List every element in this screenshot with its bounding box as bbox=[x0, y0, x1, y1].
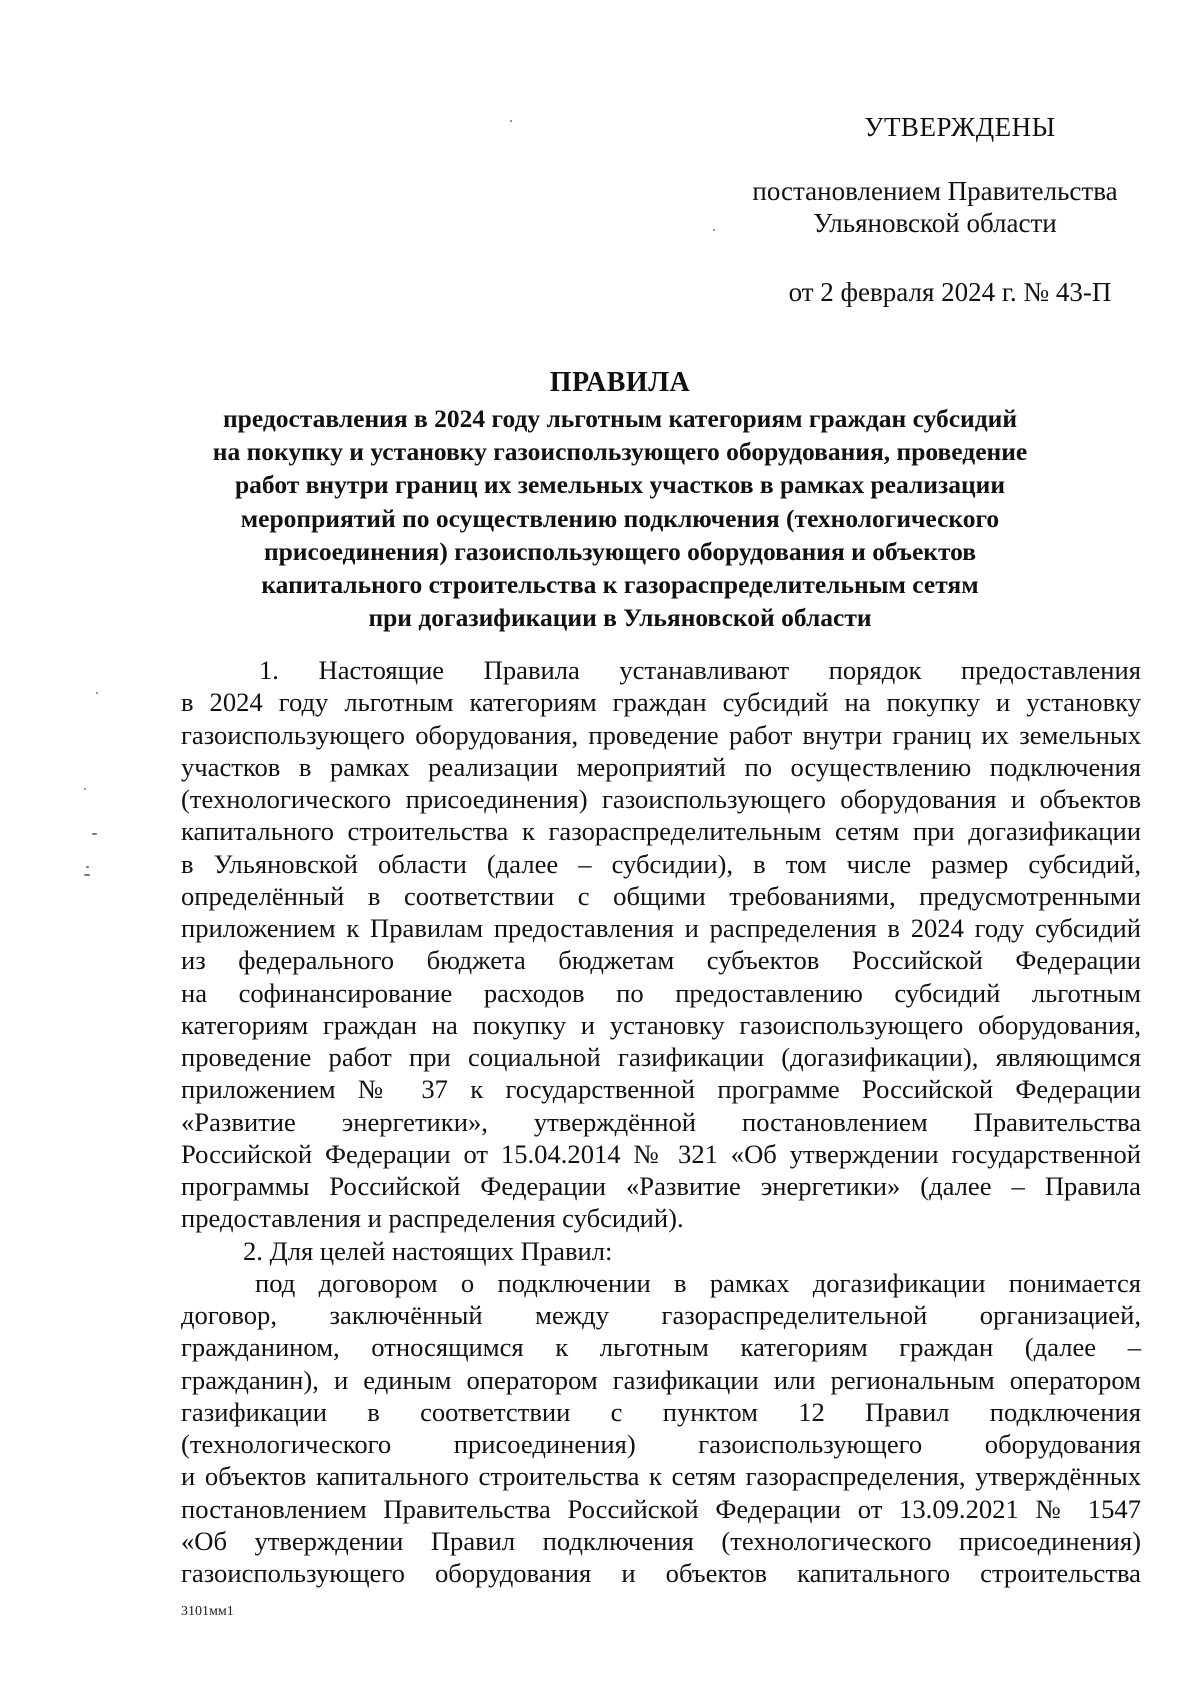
document-body bbox=[181, 654, 1141, 1589]
scan-speck bbox=[84, 788, 86, 790]
scan-speck bbox=[510, 120, 512, 122]
body-line: Российской Федерации от 15.04.2014 № 321 «Об утверждении государственной bbox=[181, 1138, 1141, 1169]
body-line: (технологического присоединения) газоиспользующего оборудования и объектов bbox=[181, 784, 1141, 814]
body-line: из федерального бюджета бюджетам субъектов Российской Федерации bbox=[181, 945, 1141, 976]
body-line: «Об утверждении Правил подключения (технологического присоединения) bbox=[181, 1525, 1141, 1556]
subtitle-line: капитального строительства к газораспределительным сетям bbox=[261, 570, 979, 600]
document-subtitle bbox=[190, 402, 1050, 634]
approval-date: от 2 февраля 2024 г. № 43-П bbox=[788, 277, 1112, 307]
body-line: 1. Настоящие Правила устанавливают порядок предоставления bbox=[259, 655, 1141, 685]
body-line: категориям граждан на покупку и установку газоиспользующего оборудования, bbox=[181, 1009, 1141, 1040]
body-line: капитального строительства к газораспределительным сетям при догазификации bbox=[181, 816, 1141, 847]
scan-speck bbox=[713, 229, 715, 231]
subtitle-line: присоединения) газоиспользующего оборудования и объектов bbox=[263, 536, 977, 566]
body-line: договор, заключённый между газораспределительной организацией, bbox=[181, 1300, 1141, 1330]
body-line: постановлением Правительства Российской Федерации от 13.09.2021 № 1547 bbox=[181, 1493, 1141, 1524]
body-line: на софинансирование расходов по предоставлению субсидий льготным bbox=[181, 977, 1141, 1008]
scan-speck bbox=[96, 692, 98, 694]
body-line: 2. Для целей настоящих Правил: bbox=[243, 1235, 613, 1266]
body-line: под договором о подключении в рамках догазификации понимается bbox=[255, 1267, 1141, 1298]
subtitle-line: мероприятий по осуществлению подключения (технологического bbox=[240, 503, 1000, 533]
scan-speck bbox=[86, 866, 89, 868]
subtitle-line: при догазификации в Ульяновской области bbox=[368, 603, 872, 633]
body-line: газоиспользующего оборудования и объектов капитального строительства bbox=[181, 1558, 1141, 1588]
scan-speck bbox=[92, 833, 97, 835]
body-line: гражданином, относящимся к льготным категориям граждан (далее – bbox=[181, 1332, 1141, 1363]
body-line: приложением № 37 к государственной программе Российской Федерации bbox=[181, 1074, 1141, 1105]
body-line: «Развитие энергетики», утверждённой постановлением Правительства bbox=[181, 1106, 1141, 1137]
subtitle-line: работ внутри границ их земельных участков в рамках реализации bbox=[234, 470, 1006, 500]
scan-speck bbox=[84, 874, 90, 876]
body-line: и объектов капитального строительства к сетям газораспределения, утверждённых bbox=[181, 1461, 1141, 1492]
body-line: предоставления и распределения субсидий). bbox=[181, 1203, 684, 1234]
footer-document-code: 3101мм1 bbox=[181, 1604, 234, 1619]
subtitle-line: на покупку и установку газоиспользующего оборудования, проведение bbox=[212, 437, 1028, 467]
approval-authority-line1: постановлением Правительства bbox=[752, 176, 1118, 206]
body-line: определённый в соответствии с общими требованиями, предусмотренными bbox=[181, 880, 1141, 911]
subtitle-line: предоставления в 2024 году льготным категориям граждан субсидий bbox=[222, 404, 1018, 433]
approval-stamp-title: УТВЕРЖДЕНЫ bbox=[864, 112, 1056, 142]
body-line: приложением к Правилам предоставления и распределения в 2024 году субсидий bbox=[181, 913, 1141, 943]
body-line: проведение работ при социальной газификации (догазификации), являющимся bbox=[181, 1042, 1141, 1072]
body-line: газификации в соответствии с пунктом 12 Правил подключения bbox=[181, 1396, 1141, 1427]
body-line: (технологического присоединения) газоиспользующего оборудования bbox=[181, 1429, 1141, 1459]
document-title: ПРАВИЛА bbox=[549, 367, 691, 398]
body-line: участков в рамках реализации мероприятий по осуществлению подключения bbox=[181, 751, 1141, 782]
body-line: в 2024 году льготным категориям граждан субсидий на покупку и установку bbox=[181, 687, 1141, 718]
body-line: в Ульяновской области (далее – субсидии), в том числе размер субсидий, bbox=[181, 848, 1141, 879]
body-line: гражданин), и единым оператором газификации или региональным оператором bbox=[181, 1364, 1141, 1395]
body-line: программы Российской Федерации «Развитие энергетики» (далее – Правила bbox=[181, 1171, 1141, 1201]
body-line: газоиспользующего оборудования, проведение работ внутри границ их земельных bbox=[181, 719, 1141, 750]
approval-authority-line2: Ульяновской области bbox=[813, 208, 1057, 238]
